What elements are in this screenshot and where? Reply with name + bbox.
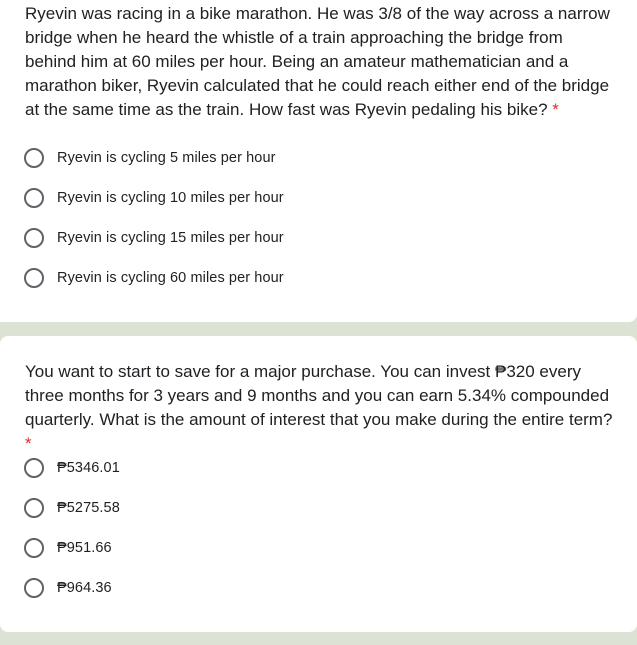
radio-button[interactable] <box>24 578 44 598</box>
option-label: Ryevin is cycling 10 miles per hour <box>57 190 284 206</box>
radio-button[interactable] <box>24 148 44 168</box>
radio-option-4[interactable] <box>24 266 284 290</box>
option-label: Ryevin is cycling 15 miles per hour <box>57 230 284 246</box>
radio-button[interactable] <box>24 268 44 288</box>
question-card-2 <box>0 336 637 632</box>
required-asterisk: * <box>25 434 32 453</box>
radio-button[interactable] <box>24 188 44 208</box>
radio-button[interactable] <box>24 538 44 558</box>
required-asterisk: * <box>552 100 559 119</box>
radio-button[interactable] <box>24 498 44 518</box>
option-label: Ryevin is cycling 60 miles per hour <box>57 270 284 286</box>
radio-option-2[interactable] <box>24 186 284 210</box>
radio-button[interactable] <box>24 458 44 478</box>
radio-option-2[interactable] <box>24 496 120 520</box>
radio-option-3[interactable] <box>24 226 284 250</box>
option-label: ₱951.66 <box>57 540 112 556</box>
question-text: Ryevin was racing in a bike marathon. He was 3/8 of the way across a narrow bridge when he heard the whistle of a train approaching the bridge from behind him at 60 miles per hour. Being an amateur mathematician and a marathon biker, Ryevin calculated that he could reach either end of the bridge at the same time as the train. How fast was Ryevin pedaling his bike? * <box>25 4 610 119</box>
option-label: ₱964.36 <box>57 580 112 596</box>
option-label: ₱5275.58 <box>57 500 120 516</box>
radio-option-3[interactable] <box>24 536 112 560</box>
radio-option-1[interactable] <box>24 146 276 170</box>
radio-option-1[interactable] <box>24 456 120 480</box>
radio-button[interactable] <box>24 228 44 248</box>
question-text: You want to start to save for a major purchase. You can invest ₱320 every three months for 3 years and 9 months and you can earn 5.34% compounded quarterly. What is the amount of interest that you make during the entire term? * <box>25 362 613 453</box>
question-card-1 <box>0 0 637 322</box>
radio-option-4[interactable] <box>24 576 112 600</box>
option-label: Ryevin is cycling 5 miles per hour <box>57 150 276 166</box>
option-label: ₱5346.01 <box>57 460 120 476</box>
